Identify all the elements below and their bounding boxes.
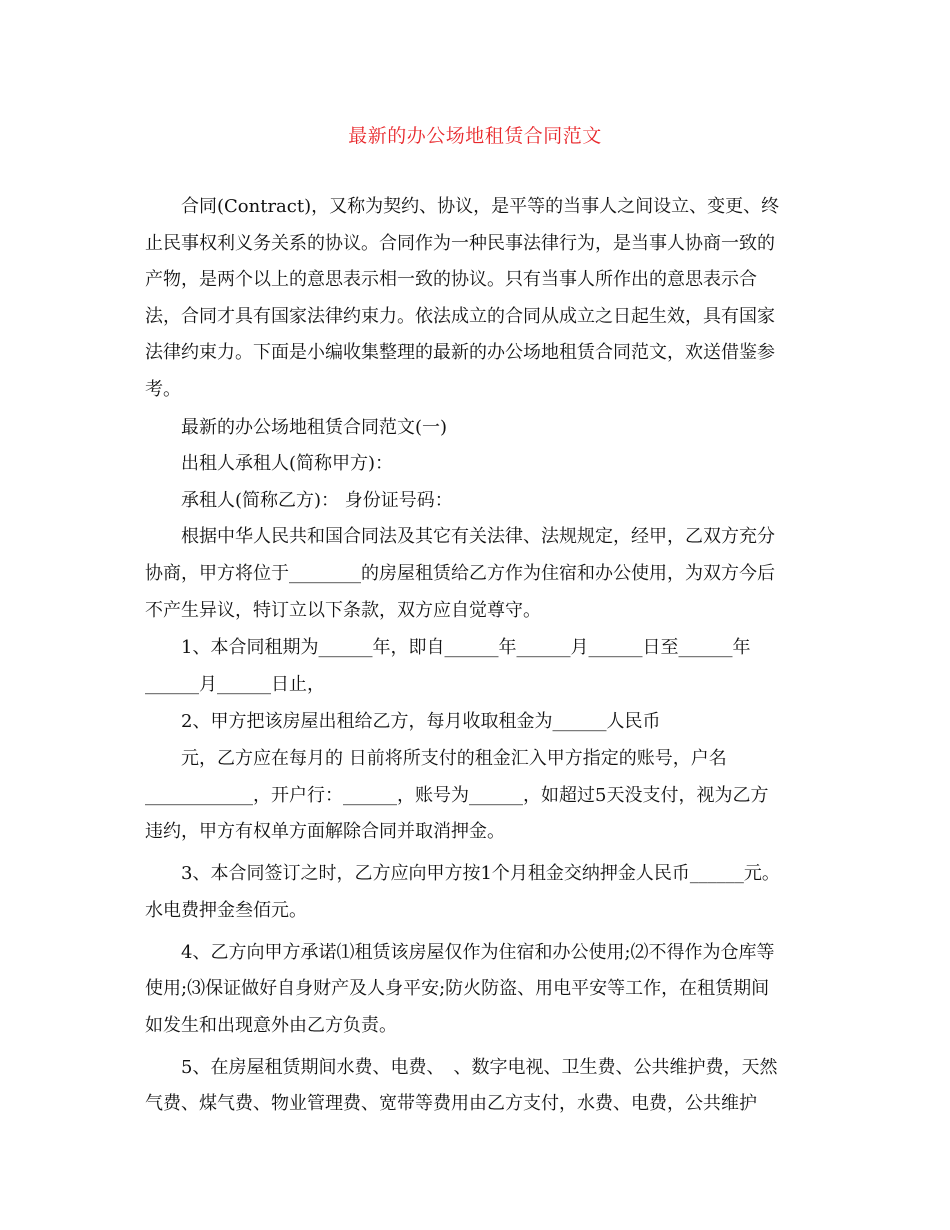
clause-line: 违约，甲方有权单方面解除合同并取消押金。 (145, 821, 505, 843)
clause-line: 如发生和出现意外由乙方负责。 (145, 1014, 397, 1036)
document-body (145, 194, 805, 1117)
paragraph-line: 根据中华人民共和国合同法及其它有关法律、法规规定，经甲，乙双方充分 (145, 526, 775, 548)
paragraph-line: 考。 (145, 378, 181, 400)
section-heading: 最新的办公场地租赁合同范文(一) (145, 416, 448, 438)
clause-line: 使用;⑶保证做好自身财产及人身平安;防火防盗、用电平安等工作，在租赁期间 (145, 978, 770, 1000)
paragraph-line: 协商，甲方将位于________的房屋租赁给乙方作为住宿和办公使用，为双方今后 (145, 562, 775, 584)
clause-line: 元，乙方应在每月的 日前将所支付的租金汇入甲方指定的账号，户名 (145, 747, 727, 769)
document-title: 最新的办公场地租赁合同范文 (348, 125, 602, 147)
paragraph-line: 出租人承租人(简称甲方)： (145, 453, 394, 475)
clause-line: ____________，开户行：______，账号为______，如超过5天没支付，视为乙方 (145, 784, 769, 806)
clause-line: ______月______日止， (145, 673, 325, 695)
clause-line: 气费、煤气费、物业管理费、宽带等费用由乙方支付，水费、电费，公共维护 (145, 1093, 757, 1115)
clause-line: 3、本合同签订之时，乙方应向甲方按1个月租金交纳押金人民币______元。 (145, 863, 780, 885)
paragraph-line: 不产生异议，特订立以下条款，双方应自觉尊守。 (145, 599, 541, 621)
paragraph-line: 法，合同才具有国家法律约束力。依法成立的合同从成立之日起生效，具有国家 (145, 305, 775, 327)
paragraph-line: 产物，是两个以上的意思表示相一致的协议。只有当事人所作出的意思表示合 (145, 269, 757, 291)
paragraph-line: 承租人(简称乙方)： 身份证号码： (145, 489, 453, 511)
paragraph-line: 合同(Contract)，又称为契约、协议，是平等的当事人之间设立、变更、终 (145, 196, 780, 217)
clause-line: 水电费押金叁佰元。 (145, 899, 307, 921)
clause-line: 2、甲方把该房屋出租给乙方，每月收取租金为______人民币 (145, 711, 661, 733)
clause-line: 4、乙方向甲方承诺⑴租赁该房屋仅作为住宿和办公使用;⑵不得作为仓库等 (145, 941, 775, 963)
paragraph-line: 止民事权利义务关系的协议。合同作为一种民事法律行为，是当事人协商一致的 (145, 232, 775, 254)
clause-line: 1、本合同租期为______年，即自______年______月______日至______年 (145, 637, 751, 659)
paragraph-line: 法律约束力。下面是小编收集整理的最新的办公场地租赁合同范文，欢送借鉴参 (145, 342, 775, 364)
clause-line: 5、在房屋租赁期间水费、电费、 、数字电视、卫生费、公共维护费，天然 (145, 1056, 778, 1078)
